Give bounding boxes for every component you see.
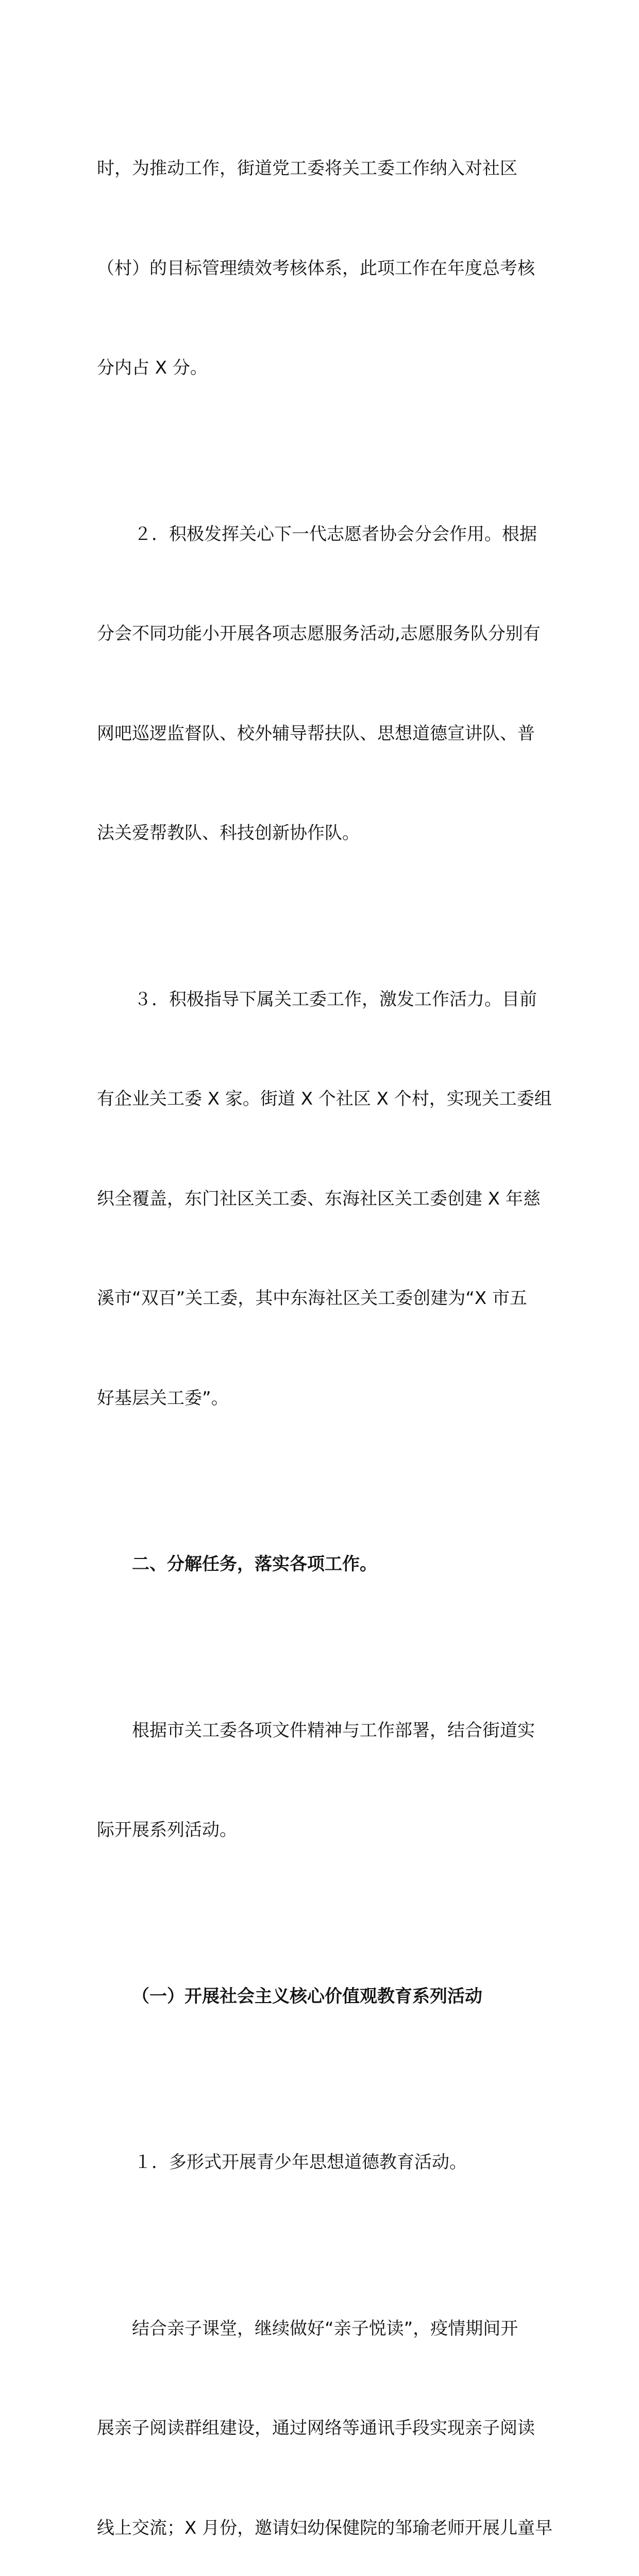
text-line: 时，为推动工作，街道党工委将关工委工作纳入对社区 bbox=[97, 152, 550, 185]
text-line: 结合亲子课堂，继续做好“亲子悦读”，疫情期间开 bbox=[97, 2312, 550, 2346]
subsection-heading-1 bbox=[97, 1913, 550, 2080]
text-line: 分会不同功能小开展各项志愿服务活动,志愿服务队分别有 bbox=[97, 617, 550, 651]
document-body bbox=[97, 86, 550, 2576]
text-line: ２．积极发挥关心下一代志愿者协会分会作用。根据 bbox=[97, 518, 550, 551]
text-line: 根据市关工委各项文件精神与工作部署，结合街道实 bbox=[97, 1714, 550, 1748]
text-line: （村）的目标管理绩效考核体系，此项工作在年度总考核 bbox=[97, 252, 550, 285]
text-line: 展亲子阅读群组建设，通过网络等通讯手段实现亲子阅读 bbox=[97, 2412, 550, 2445]
paragraph-parent-child-reading bbox=[97, 2246, 550, 2576]
text-line: 织全覆盖，东门社区关工委、东海社区关工委创建 X 年慈 bbox=[97, 1182, 550, 1216]
paragraph-item-2-volunteer bbox=[97, 451, 550, 917]
text-line: 线上交流；X 月份，邀请妇幼保健院的邹瑜老师开展儿童早 bbox=[97, 2512, 550, 2545]
heading-line: 二、分解任务，落实各项工作。 bbox=[97, 1548, 550, 1581]
text-line: 好基层关工委”。 bbox=[97, 1382, 550, 1415]
text-line: ３．积极指导下属关工委工作，激发工作活力。目前 bbox=[97, 983, 550, 1016]
document-page bbox=[0, 0, 639, 904]
heading-line: （一）开展社会主义核心价值观教育系列活动 bbox=[97, 1980, 550, 2013]
paragraph-item-3-guidance bbox=[97, 917, 550, 1482]
paragraph-assessment bbox=[97, 86, 550, 451]
paragraph-item-1-moral-education bbox=[97, 2079, 550, 2246]
text-line: 溪市“双百”关工委，其中东海社区关工委创建为“X 市五 bbox=[97, 1282, 550, 1315]
paragraph-activities-intro bbox=[97, 1648, 550, 1913]
text-line: 分内占 X 分。 bbox=[97, 351, 550, 385]
text-line: 际开展系列活动。 bbox=[97, 1814, 550, 1847]
text-line: １．多形式开展青少年思想道德教育活动。 bbox=[97, 2146, 550, 2179]
text-line: 法关爱帮教队、科技创新协作队。 bbox=[97, 817, 550, 850]
section-heading-2 bbox=[97, 1481, 550, 1648]
text-line: 有企业关工委 X 家。街道 X 个社区 X 个村，实现关工委组 bbox=[97, 1082, 550, 1116]
text-line: 网吧巡逻监督队、校外辅导帮扶队、思想道德宣讲队、普 bbox=[97, 717, 550, 751]
